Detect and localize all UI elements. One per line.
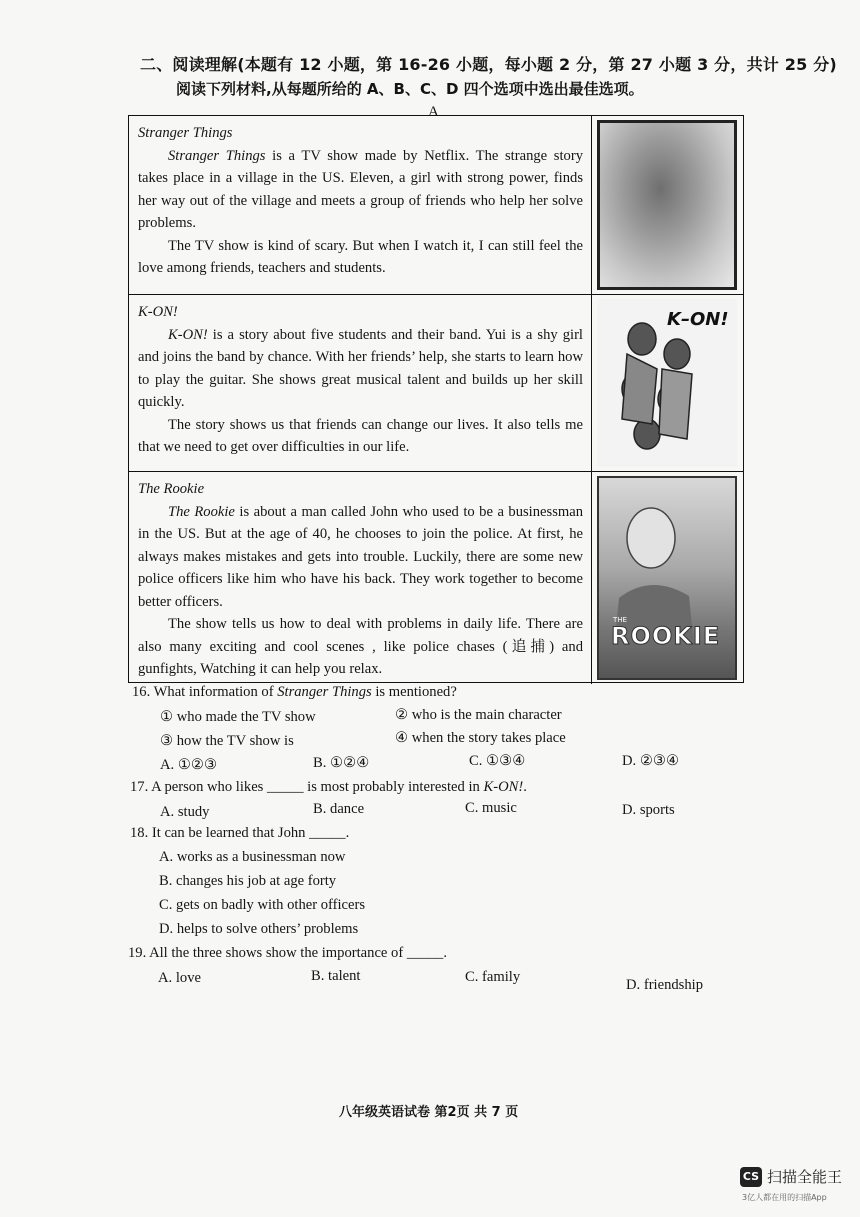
show-paragraph: The Rookie is about a man called John who used to be a businessman in the US. But at the age of 40, he chooses to join the police. At first, he always makes mistakes and gets into trouble. Luckily, there are some new police officers like him who have his back. They work together to become better officers.: [138, 503, 583, 610]
passage-table: [128, 115, 744, 683]
q16-item: ② who is the main character: [395, 707, 562, 723]
q18-option-a: A. works as a businessman now: [159, 849, 346, 865]
page-footer: 八年级英语试卷 第2页 共 7 页: [339, 1105, 519, 1120]
k-on-poster-image: [597, 299, 737, 467]
section-heading: 二、阅读理解(本题有 12 小题，第 16-26 小题，每小题 2 分，第 27 小题 3 分，共计 25 分): [140, 55, 837, 74]
q17-option-c: C. music: [465, 800, 517, 816]
q17-option-d: D. sports: [622, 802, 675, 818]
q16-option-b: B. ①②④: [313, 755, 370, 771]
q19-option-d: D. friendship: [626, 977, 704, 993]
q16-item: ① who made the TV show: [160, 709, 316, 725]
show-paragraph: The story shows us that friends can change our lives. It also tells me that we need to get over difficulties in our life.: [138, 416, 583, 455]
show-title: Stranger Things: [138, 125, 233, 141]
q17-option-b: B. dance: [313, 801, 365, 817]
show-title: K-ON!: [138, 304, 178, 320]
q16-item: ④ when the story takes place: [395, 730, 566, 746]
q16-item: ③ how the TV show is: [160, 733, 294, 749]
q16-option-a: A. ①②③: [160, 757, 218, 773]
question-17: 17. A person who likes _____ is most probably interested in K-ON!.: [130, 779, 527, 795]
poster-small-text: THE: [613, 616, 627, 624]
question-16: 16. What information of Stranger Things is mentioned?: [132, 684, 457, 700]
passage-label: A: [428, 104, 439, 120]
q16-option-d: D. ②③④: [622, 753, 680, 769]
watermark-tagline: 3亿人都在用的扫描App: [742, 1193, 827, 1202]
show-paragraph: K-ON! is a story about five students and their band. Yui is a shy girl and joins the band by chance. With her friends’ help, she starts to learn how to play the guitar. She shows great musical talent and builds up her skill quickly.: [138, 326, 583, 410]
show-text: [129, 295, 592, 471]
watermark-app-name: 扫描全能王: [767, 1168, 843, 1186]
q18-option-c: C. gets on badly with other officers: [159, 897, 366, 913]
show-text: [129, 116, 592, 294]
show-row-k-on: [129, 295, 743, 472]
q19-option-c: C. family: [465, 969, 521, 985]
question-19: 19. All the three shows show the importance of _____.: [128, 945, 447, 961]
show-paragraph: The show tells us how to deal with problems in daily life. There are also many exciting and cool scenes , like police chases (追捕) and gunfights, Watching it can help you relax.: [138, 616, 583, 677]
poster-logo: ROOKIE: [611, 622, 721, 650]
poster-logo: K–ON!: [667, 309, 729, 330]
show-text: [129, 472, 592, 684]
instructions: 阅读下列材料,从每题所给的 A、B、C、D 四个选项中选出最佳选项。: [176, 80, 644, 98]
question-18: 18. It can be learned that John _____.: [130, 825, 350, 841]
q18-option-b: B. changes his job at age forty: [159, 873, 337, 889]
the-rookie-poster-image: [597, 476, 737, 680]
q18-option-d: D. helps to solve others’ problems: [159, 921, 359, 937]
stranger-things-poster-image: [597, 120, 737, 290]
q19-option-a: A. love: [158, 970, 201, 986]
q17-option-a: A. study: [160, 804, 210, 820]
camscanner-logo-icon: CS: [740, 1167, 762, 1187]
show-row-stranger-things: [129, 116, 743, 295]
show-paragraph: The TV show is kind of scary. But when I watch it, I can still feel the love among friends, teachers and students.: [138, 237, 583, 276]
q16-option-c: C. ①③④: [469, 753, 526, 769]
q19-option-b: B. talent: [311, 968, 361, 984]
show-paragraph: Stranger Things is a TV show made by Netflix. The strange story takes place in a village in the US. Eleven, a girl with strong power, finds her way out of the village and meets a group of friends who help her solve problems.: [138, 147, 583, 231]
show-title: The Rookie: [138, 481, 205, 497]
show-row-the-rookie: [129, 472, 743, 684]
